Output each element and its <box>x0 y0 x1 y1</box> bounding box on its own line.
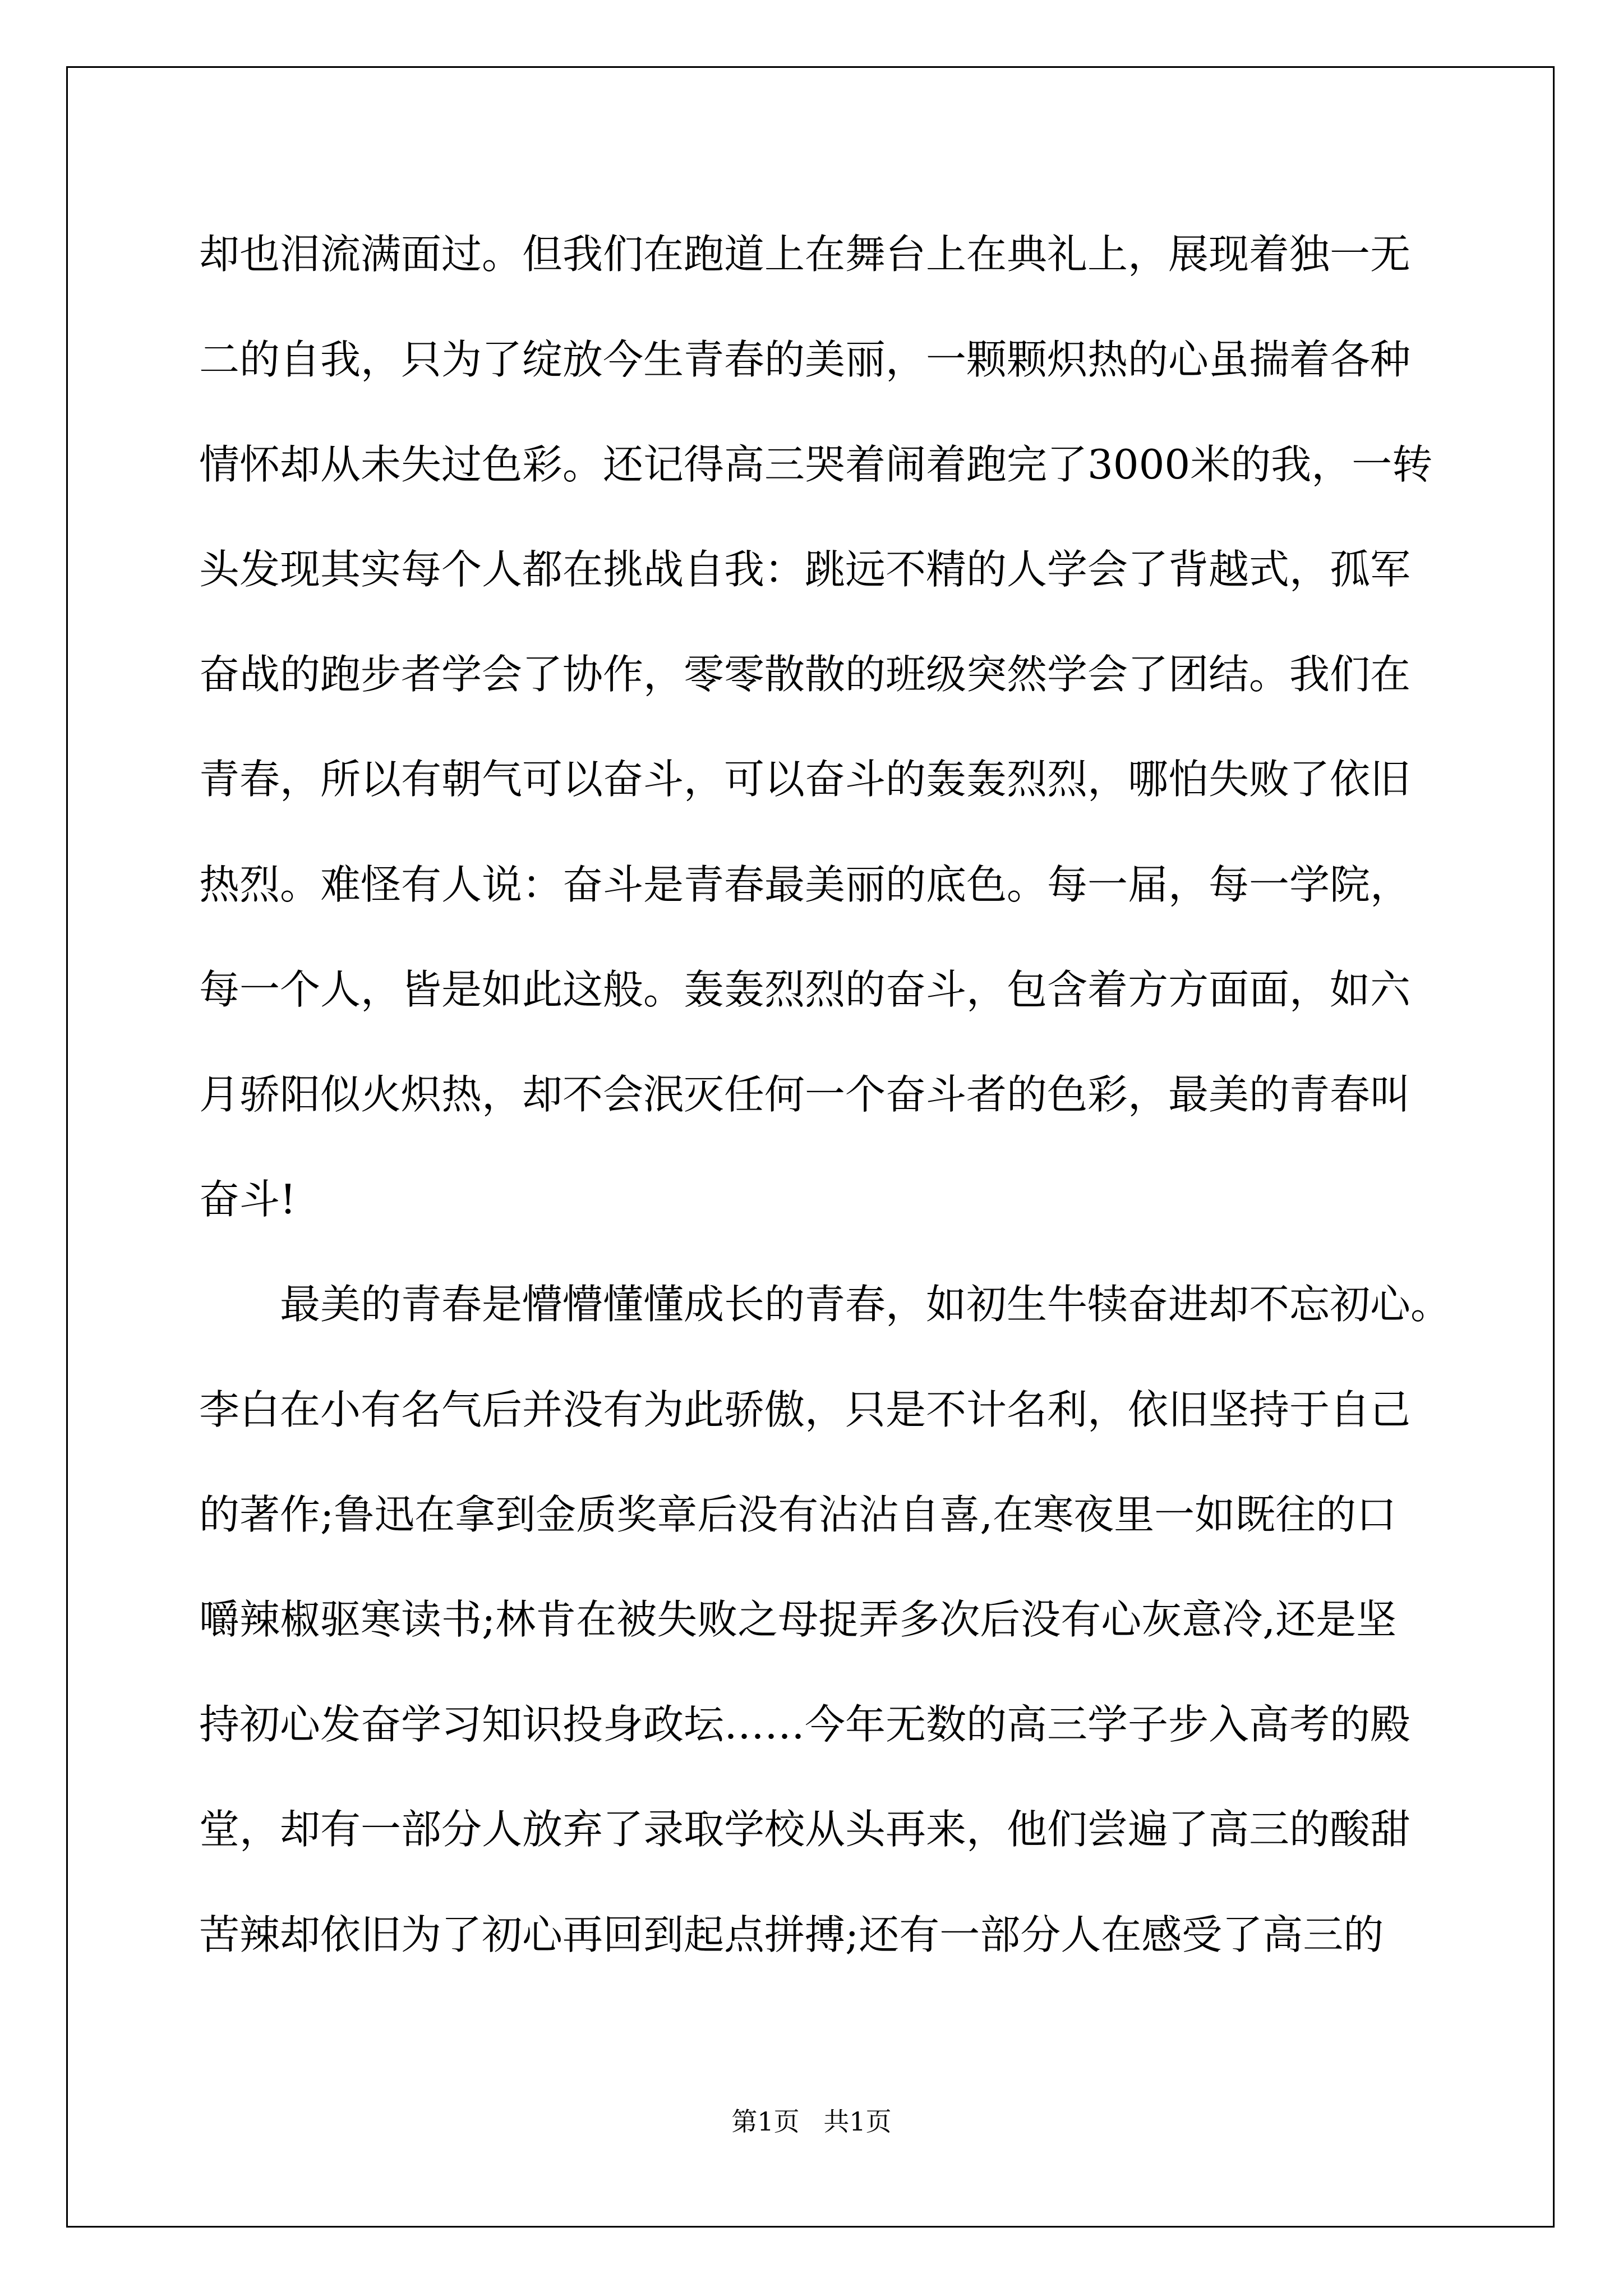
text-line: 头发现其实每个人都在挑战自我：跳远不精的人学会了背越式，孤军 <box>199 546 1411 593</box>
text-line: 的著作;鲁迅在拿到金质奖章后没有沾沾自喜,在寒夜里一如既往的口 <box>199 1491 1397 1538</box>
text-line: 奋战的跑步者学会了协作，零零散散的班级突然学会了团结。我们在 <box>199 651 1411 698</box>
page-number: 第1页 <box>731 2106 800 2137</box>
text-line: 最美的青春是懵懵懂懂成长的青春，如初生牛犊奋进却不忘初心。 <box>199 1281 1451 1328</box>
page-total: 共1页 <box>823 2106 892 2137</box>
page-border <box>66 66 1555 2228</box>
text-line: 李白在小有名气后并没有为此骄傲，只是不计名利，依旧坚持于自己 <box>199 1386 1411 1433</box>
page-footer <box>0 2105 1623 2138</box>
text-line: 奋斗! <box>199 1176 296 1223</box>
text-line: 却也泪流满面过。但我们在跑道上在舞台上在典礼上，展现着独一无 <box>199 231 1411 278</box>
text-line: 持初心发奋学习知识投身政坛……今年无数的高三学子步入高考的殿 <box>199 1701 1411 1748</box>
text-line: 苦辣却依旧为了初心再回到起点拼搏;还有一部分人在感受了高三的 <box>199 1911 1384 1958</box>
text-line: 热烈。难怪有人说：奋斗是青春最美丽的底色。每一届，每一学院， <box>199 861 1411 908</box>
text-line: 嚼辣椒驱寒读书;林肯在被失败之母捉弄多次后没有心灰意冷,还是坚 <box>199 1596 1397 1643</box>
text-line: 月骄阳似火炽热，却不会泯灭任何一个奋斗者的色彩，最美的青春叫 <box>199 1071 1411 1118</box>
text-line: 二的自我，只为了绽放今生青春的美丽，一颗颗炽热的心虽揣着各种 <box>199 336 1411 383</box>
text-line: 每一个人，皆是如此这般。轰轰烈烈的奋斗，包含着方方面面，如六 <box>199 966 1411 1013</box>
text-line: 青春，所以有朝气可以奋斗，可以奋斗的轰轰烈烈，哪怕失败了依旧 <box>199 756 1411 803</box>
text-line: 堂，却有一部分人放弃了录取学校从头再来，他们尝遍了高三的酸甜 <box>199 1806 1411 1853</box>
text-line: 情怀却从未失过色彩。还记得高三哭着闹着跑完了3000米的我，一转 <box>199 441 1433 488</box>
